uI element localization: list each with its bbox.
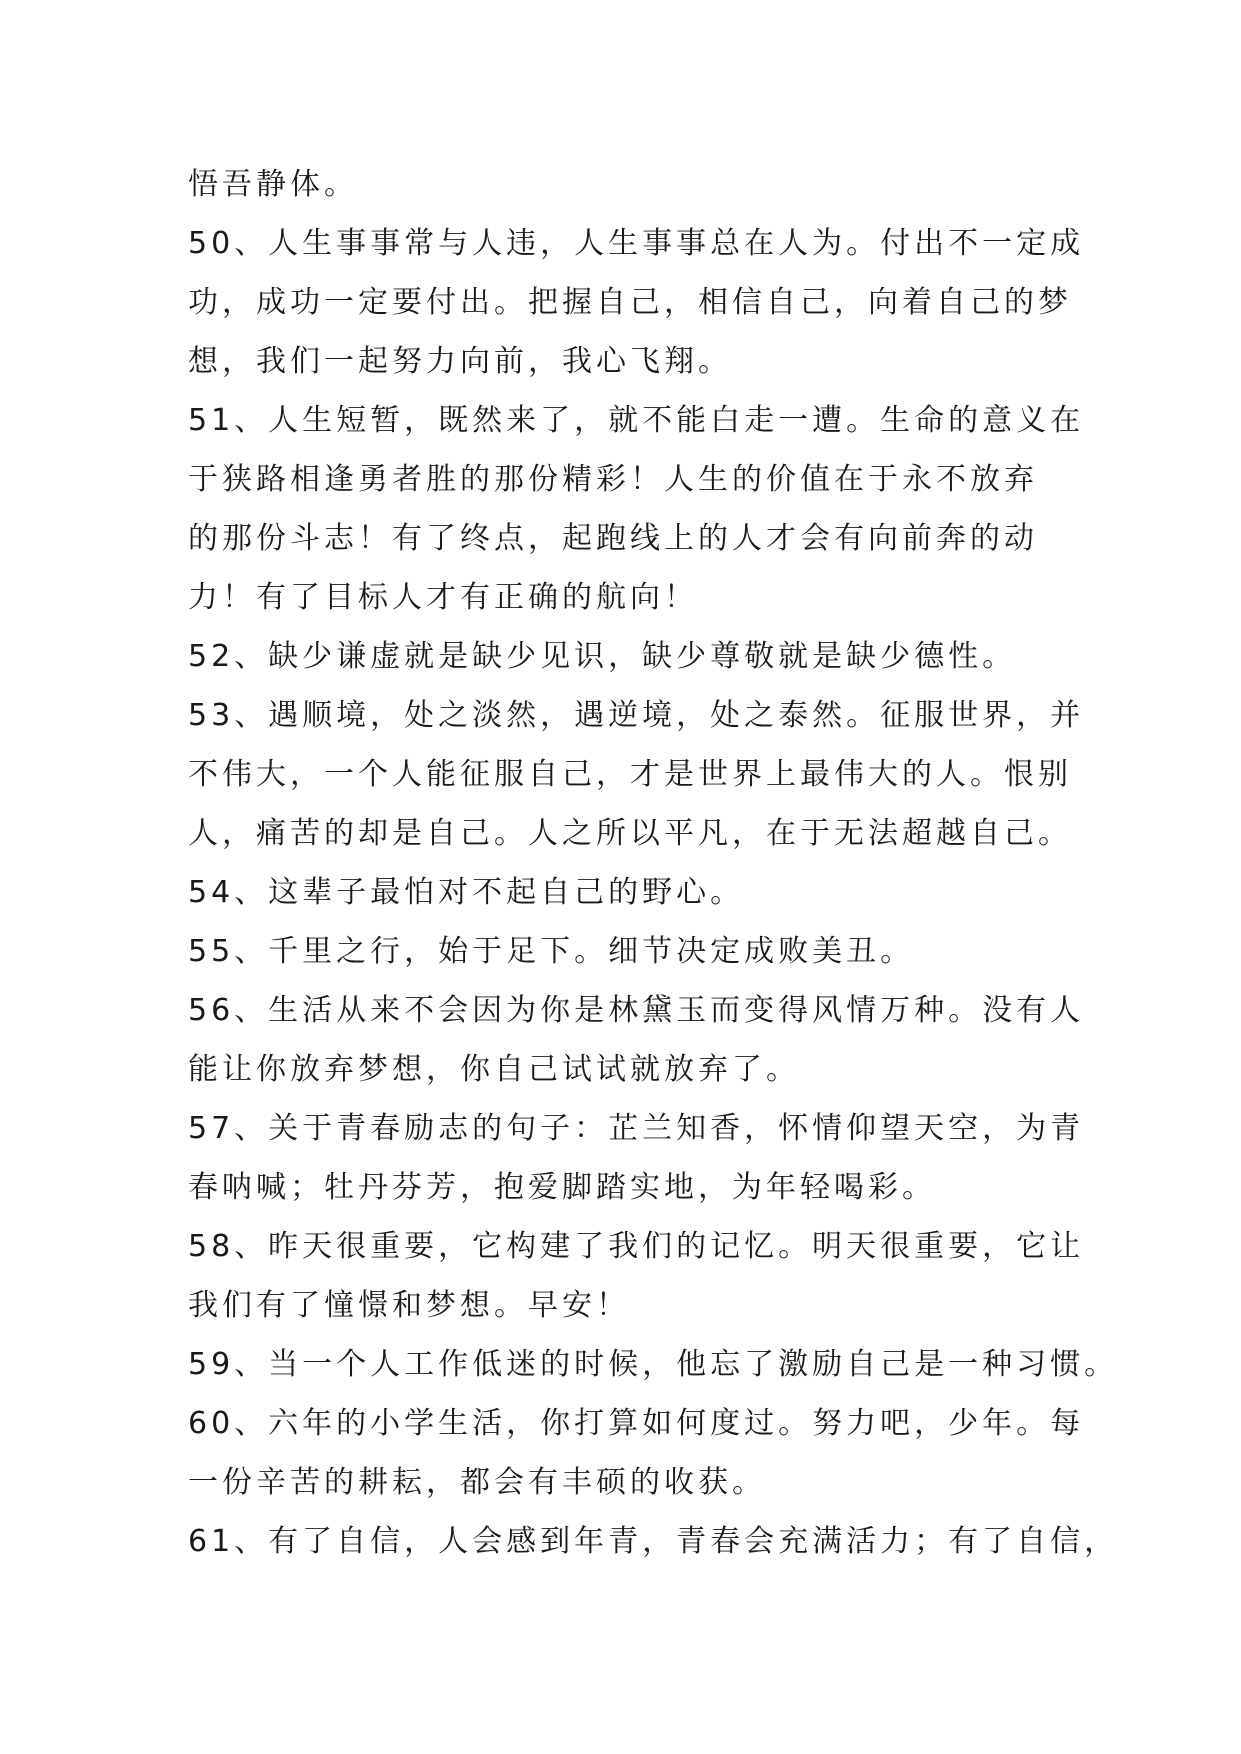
document-body	[188, 155, 1119, 1571]
text-line: 59、当一个人工作低迷的时候，他忘了激励自己是一种习惯。	[188, 1347, 1119, 1382]
text-line: 53、遇顺境，处之淡然，遇逆境，处之泰然。征服世界，并	[188, 698, 1085, 733]
text-line: 能让你放弃梦想，你自己试试就放弃了。	[188, 1052, 800, 1087]
text-line: 50、人生事事常与人违，人生事事总在人为。付出不一定成	[188, 226, 1085, 261]
text-line: 人，痛苦的却是自己。人之所以平凡，在于无法超越自己。	[188, 816, 1072, 851]
text-line: 不伟大，一个人能征服自己，才是世界上最伟大的人。恨别	[188, 757, 1072, 792]
text-line: 功，成功一定要付出。把握自己，相信自己，向着自己的梦	[188, 285, 1072, 320]
text-line: 56、生活从来不会因为你是林黛玉而变得风情万种。没有人	[188, 993, 1085, 1028]
text-line: 想，我们一起努力向前，我心飞翔。	[188, 344, 732, 379]
text-line: 一份辛苦的耕耘，都会有丰硕的收获。	[188, 1465, 766, 1500]
text-line: 于狭路相逢勇者胜的那份精彩！人生的价值在于永不放弃	[188, 462, 1038, 497]
text-line: 60、六年的小学生活，你打算如何度过。努力吧，少年。每	[188, 1406, 1085, 1441]
text-line: 的那份斗志！有了终点，起跑线上的人才会有向前奔的动	[188, 521, 1038, 556]
text-line: 力！有了目标人才有正确的航向！	[188, 580, 698, 615]
text-line: 春呐喊；牡丹芬芳，抱爱脚踏实地，为年轻喝彩。	[188, 1170, 936, 1205]
text-line: 55、千里之行，始于足下。细节决定成败美丑。	[188, 934, 915, 969]
text-line: 52、缺少谦虚就是缺少见识，缺少尊敬就是缺少德性。	[188, 639, 1017, 674]
text-line: 57、关于青春励志的句子：芷兰知香，怀情仰望天空，为青	[188, 1111, 1085, 1146]
text-line: 悟吾静体。	[188, 167, 358, 202]
text-line: 54、这辈子最怕对不起自己的野心。	[188, 875, 745, 910]
text-line: 61、有了自信，人会感到年青，青春会充满活力；有了自信，	[188, 1524, 1119, 1559]
text-line: 我们有了憧憬和梦想。早安！	[188, 1288, 630, 1323]
text-line: 58、昨天很重要，它构建了我们的记忆。明天很重要，它让	[188, 1229, 1085, 1264]
text-line: 51、人生短暂，既然来了，就不能白走一遭。生命的意义在	[188, 403, 1085, 438]
